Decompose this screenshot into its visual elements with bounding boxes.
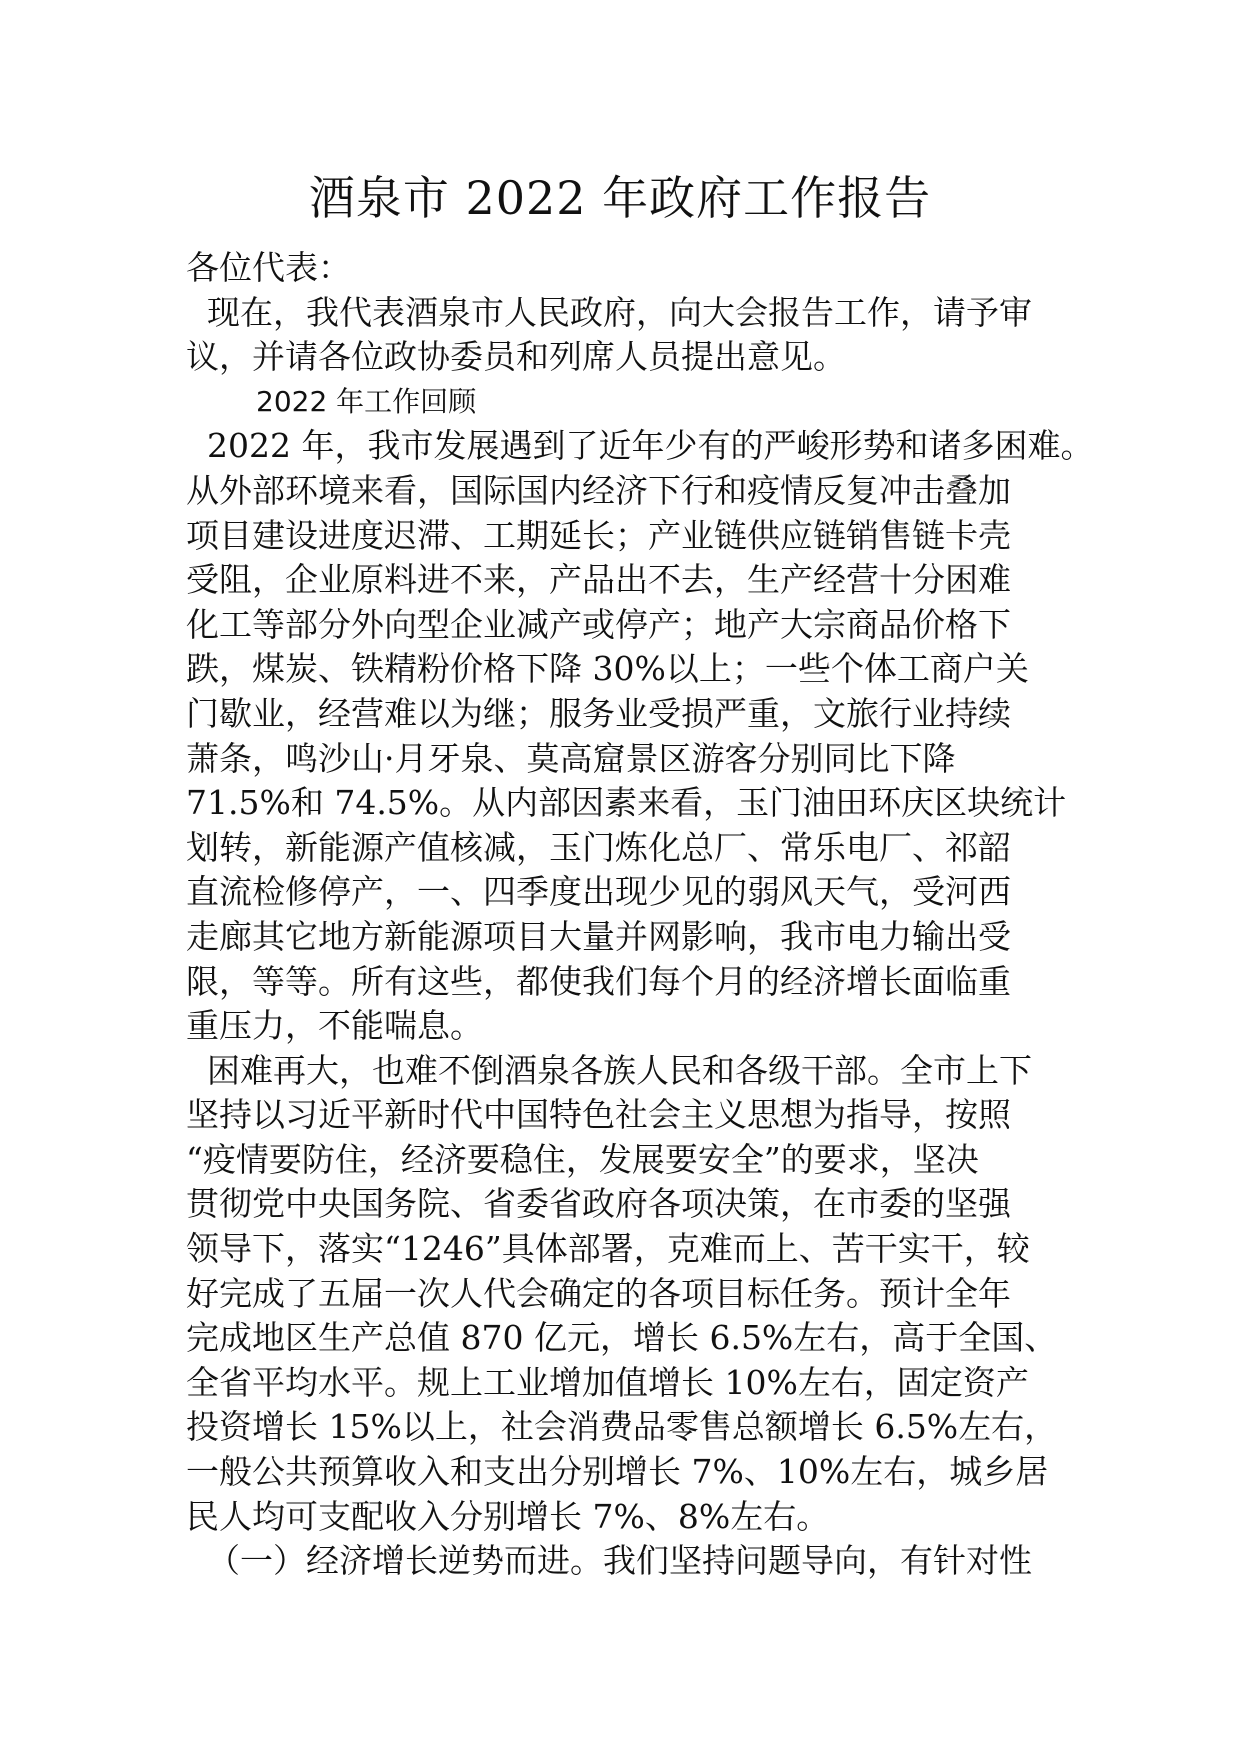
body-line: 好完成了五届一次人代会确定的各项目标任务。预计全年 [186, 1273, 1011, 1313]
body-line: 化工等部分外向型企业减产或停产；地产大宗商品价格下 [186, 604, 1011, 644]
body-line: 现在，我代表酒泉市人民政府，向大会报告工作，请予审 [186, 292, 1032, 332]
body-line: 受阻，企业原料进不来，产品出不去，生产经营十分困难 [186, 560, 1011, 600]
body-line: 2022 年，我市发展遇到了近年少有的严峻形势和诸多困难。 [186, 426, 1094, 466]
body-line: 投资增长 15%以上，社会消费品零售总额增长 6.5%左右， [186, 1407, 1058, 1447]
body-line: 一般公共预算收入和支出分别增长 7%、10%左右，城乡居 [186, 1452, 1049, 1492]
body-line: 71.5%和 74.5%。从内部因素来看，玉门油田环庆区块统计 [186, 783, 1067, 823]
body-line: 领导下，落实“1246”具体部署，克难而上、苦干实干，较 [186, 1229, 1030, 1269]
body-line: 项目建设进度迟滞、工期延长；产业链供应链销售链卡壳 [186, 515, 1011, 555]
section-heading: 2022 年工作回顾 [256, 384, 477, 418]
document-title: 酒泉市 2022 年政府工作报告 [308, 171, 932, 225]
body-line: 划转，新能源产值核减，玉门炼化总厂、常乐电厂、祁韶 [186, 827, 1011, 867]
body-line: 重压力，不能喘息。 [186, 1006, 483, 1046]
body-line: （一）经济增长逆势而进。我们坚持问题导向，有针对性 [186, 1541, 1032, 1581]
body-line: 完成地区生产总值 870 亿元，增长 6.5%左右，高于全国、 [186, 1318, 1058, 1358]
document-body [186, 246, 1094, 1584]
body-line: 各位代表： [186, 248, 351, 287]
body-line: 门歇业，经营难以为继；服务业受损严重，文旅行业持续 [186, 693, 1011, 733]
body-line: 困难再大，也难不倒酒泉各族人民和各级干部。全市上下 [186, 1050, 1032, 1090]
body-line: 限，等等。所有这些，都使我们每个月的经济增长面临重 [186, 961, 1011, 1001]
body-line: 走廊其它地方新能源项目大量并网影响，我市电力输出受 [186, 916, 1011, 956]
body-line: 议，并请各位政协委员和列席人员提出意见。 [186, 337, 846, 377]
body-line: 从外部环境来看，国际国内经济下行和疫情反复冲击叠加 [186, 470, 1011, 510]
body-line: 跌，煤炭、铁精粉价格下降 30%以上；一些个体工商户关 [186, 649, 1029, 689]
body-line: 民人均可支配收入分别增长 7%、8%左右。 [186, 1496, 830, 1536]
body-line: 坚持以习近平新时代中国特色社会主义思想为指导，按照 [186, 1095, 1011, 1135]
body-line: “疫情要防住，经济要稳住，发展要安全”的要求，坚决 [186, 1139, 979, 1179]
body-line: 贯彻党中央国务院、省委省政府各项决策，在市委的坚强 [186, 1184, 1011, 1224]
body-line: 萧条，鸣沙山·月牙泉、莫高窟景区游客分别同比下降 [186, 738, 956, 778]
body-line: 全省平均水平。规上工业增加值增长 10%左右，固定资产 [186, 1362, 1029, 1402]
body-line: 直流检修停产，一、四季度出现少见的弱风天气，受河西 [186, 872, 1011, 912]
